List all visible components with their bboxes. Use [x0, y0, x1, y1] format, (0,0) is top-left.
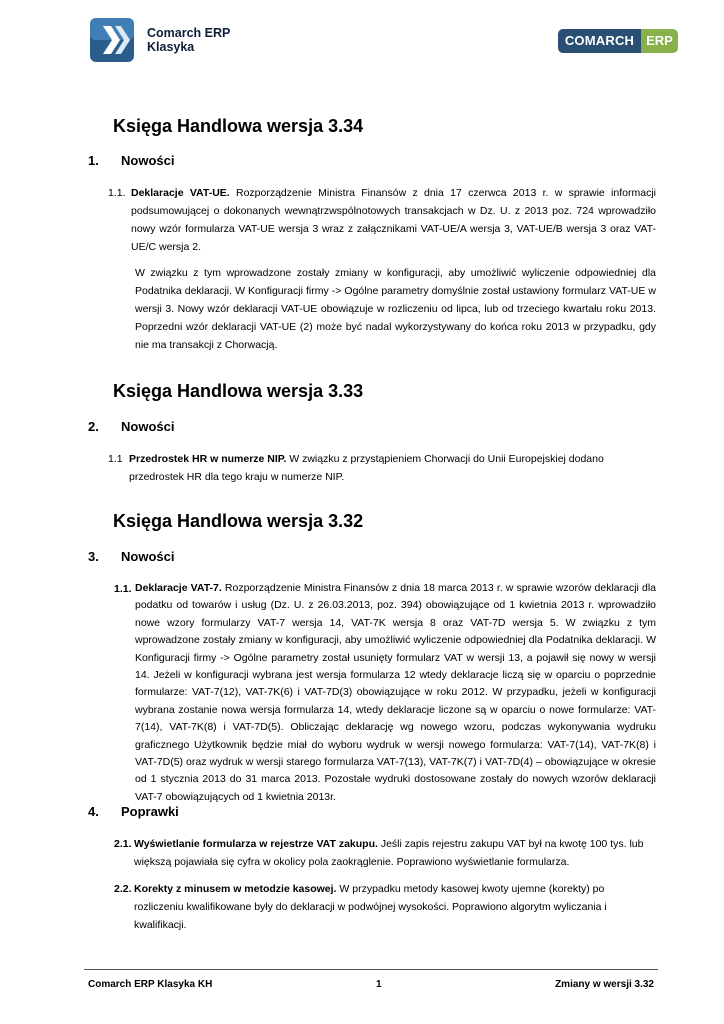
item-vat-ue — [131, 184, 656, 256]
item-body: Rozporządzenie Ministra Finansów z dnia 18 marca 2013 r. w sprawie wzorów deklaracji dla podatku od towarów i usług (Dz. U. z 26.03.2013, poz. 394) obowiązujące od 1 kwietnia 2013 r. wprowadziło nowe wzory formularzy VAT-7 wersja 14, VAT-7K wersja 8 oraz VAT-7D wersja 5. W związku z tym wprowadzone zostały zmiany w konfiguracji, aby umożliwić wyliczenie odpowiedniej dla Podatnika deklaracji. W Konfiguracji firmy -> Ogólne parametry został usunięty formularz VAT w wersji 13, a pojawił się nowy w wersji 14. Jeżeli w konfiguracji wybrana jest wersja formularza 12 wtedy deklaracje liczą się w oparciu o poprzednie formularze: VAT-7(12), VAT-7K(6) i VAT-7D(3) obowiązujące w roku 2012. W przypadku, jeżeli w konfiguracji wybrana zostanie nowa wersja formularza 14, wtedy deklaracje liczone są w oparciu o nowe formularze: VAT-7(14), VAT-7K(8) i VAT-7D(5). Obliczając deklarację wg nowego wzoru, podczas wykonywania wydruku graficznego Użytkownik będzie miał do wyboru wydruk w wersji nowego formularza: VAT-7(14), VAT-7K(8) i VAT-7D(5) oraz wydruk w wersji starego formularza VAT-7(13), VAT-7K(7) i VAT-7D(4) – obowiązujące w okresie od 1 stycznia 2013 do 31 marca 2013. Pozostałe wydruki dostosowane zostały do nowych wzorów deklaracji VAT-7 obowiązujących od 1 kwietnia 2013r. — [135, 582, 657, 803]
heading-version-3-33: Księga Handlowa wersja 3.33 — [113, 381, 364, 401]
section-number: 3. — [88, 549, 99, 564]
item-body: W związku z przystąpieniem Chorwacji do Unii Europejskiej dodano przedrostek HR dla tego kraju w numerze NIP. — [129, 453, 604, 483]
section-title: Nowości — [121, 419, 175, 434]
item-vat-ue-paragraph-2: W związku z tym wprowadzone zostały zmiany w konfiguracji, aby umożliwić wyliczenie odpowiedniej dla Podatnika deklaracji. W Konfiguracji firmy -> Ogólne parametry domyślnie został ustawiony formularz VAT-UE w wersji 3. Nowy wzór deklaracji VAT-UE obowiązuje w rozliczeniu od lipca, lub od trzeciego kwartału roku 2013. Poprzedni wzór deklaracji VAT-UE (2) może być nadal wykorzystywany do końca roku 2013 w przypadku, gdy nie ma transakcji z Chorwacją. — [135, 267, 656, 351]
item-title: Deklaracje VAT-UE. — [131, 187, 230, 199]
item-nip-prefix — [129, 450, 639, 486]
item-number: 2.2. — [114, 883, 132, 895]
comarch-erp-klasyka-logo — [90, 18, 240, 64]
item-vat-7 — [135, 580, 656, 806]
logo-line-2: Klasyka — [147, 40, 195, 54]
heading-version-3-34: Księga Handlowa wersja 3.34 — [113, 116, 364, 136]
heading-version-3-32: Księga Handlowa wersja 3.32 — [113, 511, 364, 531]
item-body: Jeśli zapis rejestru zakupu VAT był na kwotę 100 tys. lub większą pojawiała się cyfra w okolicy pola zaokrąglenie. Poprawiono wyświetlanie formularza. — [134, 838, 644, 868]
footer-left: Comarch ERP Klasyka KH — [88, 979, 213, 990]
logo-mark-icon — [90, 18, 134, 62]
item-title: Korekty z minusem w metodzie kasowej. — [134, 883, 337, 895]
logo-line-1: Comarch ERP — [147, 26, 231, 40]
fix-negative-corrections — [134, 880, 649, 934]
section-number: 2. — [88, 419, 99, 434]
section-title: Nowości — [121, 153, 175, 168]
logo-text — [147, 26, 230, 54]
item-number: 2.1. — [114, 838, 132, 850]
item-body: Rozporządzenie Ministra Finansów z dnia 17 czerwca 2013 r. w sprawie informacji podsumowującej o dokonanych wewnątrzwspólnotowych transakcjach w Dz. U. z 2013 poz. 724 wprowadziło nowy wzór formularza VAT-UE wersja 3 wraz z załącznikami VAT-UE/A wersja 3, VAT-UE/B wersja 3 oraz VAT-UE/C wersja 2. — [131, 187, 656, 253]
badge-comarch: COMARCH — [558, 29, 641, 53]
section-title: Poprawki — [121, 804, 179, 819]
fix-vat-register-form — [134, 835, 654, 871]
item-title: Deklaracje VAT-7. — [135, 582, 222, 594]
section-number: 4. — [88, 804, 99, 819]
footer-right: Zmiany w wersji 3.32 — [555, 979, 654, 990]
item-number: 1.1 — [108, 453, 123, 465]
item-title: Przedrostek HR w numerze NIP. — [129, 453, 287, 465]
footer-page-number: 1 — [376, 979, 382, 990]
section-title: Nowości — [121, 549, 175, 564]
item-number: 1.1. — [114, 583, 132, 595]
section-number: 1. — [88, 153, 99, 168]
item-title: Wyświetlanie formularza w rejestrze VAT zakupu. — [134, 838, 378, 850]
badge-erp: ERP — [641, 29, 678, 53]
footer-divider — [84, 969, 658, 970]
item-number: 1.1. — [108, 187, 126, 199]
item-body: W przypadku metody kasowej kwoty ujemne (korekty) po rozliczeniu kwalifikowane były do deklaracji w podwójnej wysokości. Poprawiono algorytm wyliczania i kwalifikacji. — [134, 883, 607, 931]
comarch-erp-badge — [558, 29, 678, 53]
